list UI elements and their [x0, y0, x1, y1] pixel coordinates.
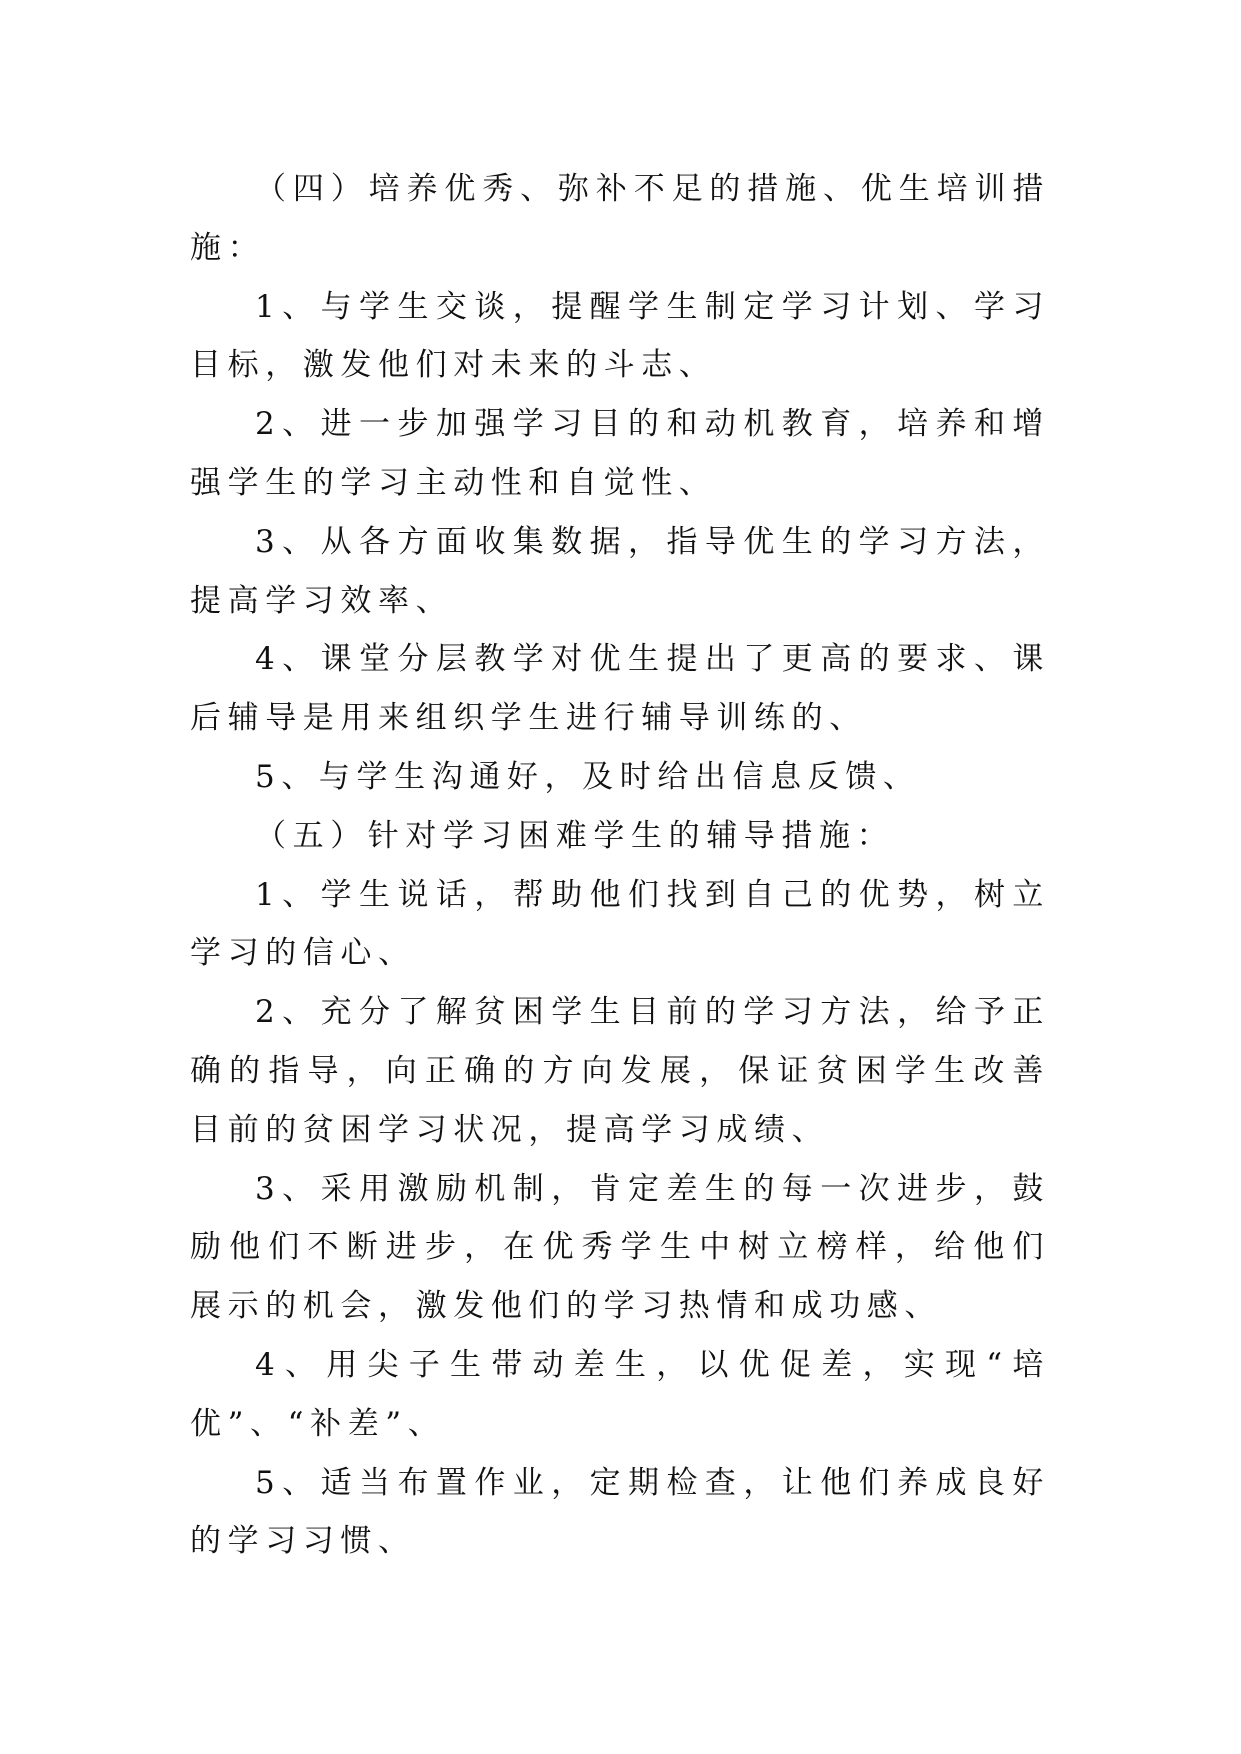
- paragraph-item-5-3: 3、采用激励机制，肯定差生的每一次进步，鼓励他们不断进步，在优秀学生中树立榜样，给他们展示的机会，激发他们的学习热情和成功感、: [190, 1170, 1050, 1325]
- paragraph-item-4-2: 2、进一步加强学习目的和动机教育，培养和增强学生的学习主动性和自觉性、: [190, 406, 1050, 501]
- paragraph-item-4-1: 1、与学生交谈，提醒学生制定学习计划、学习目标，激发他们对未来的斗志、: [190, 288, 1050, 384]
- paragraph-item-4-4: 4、课堂分层教学对优生提出了更高的要求、课后辅导是用来组织学生进行辅导训练的、: [190, 641, 1050, 737]
- paragraph-item-5-5: 5、适当布置作业，定期检查，让他们养成良好的学习习惯、: [190, 1464, 1050, 1560]
- paragraph-item-4-3: 3、从各方面收集数据，指导优生的学习方法，提高学习效率、: [190, 523, 1050, 619]
- section-heading-five: （五）针对学习困难学生的辅导措施：: [255, 817, 895, 854]
- paragraph-item-5-4: 4、用尖子生带动差生，以优促差，实现“培优”、“补差”、: [190, 1346, 1050, 1442]
- document-body: [190, 160, 1050, 1571]
- paragraph-item-5-2: 2、充分了解贫困学生目前的学习方法，给予正确的指导，向正确的方向发展，保证贫困学生改善目前的贫困学习状况，提高学习成绩、: [190, 994, 1050, 1148]
- paragraph-item-4-5: 5、与学生沟通好，及时给出信息反馈、: [255, 758, 921, 795]
- paragraph-item-5-1: 1、学生说话，帮助他们找到自己的优势，树立学习的信心、: [190, 876, 1050, 972]
- section-heading-four: （四）培养优秀、弥补不足的措施、优生培训措施：: [190, 171, 1050, 266]
